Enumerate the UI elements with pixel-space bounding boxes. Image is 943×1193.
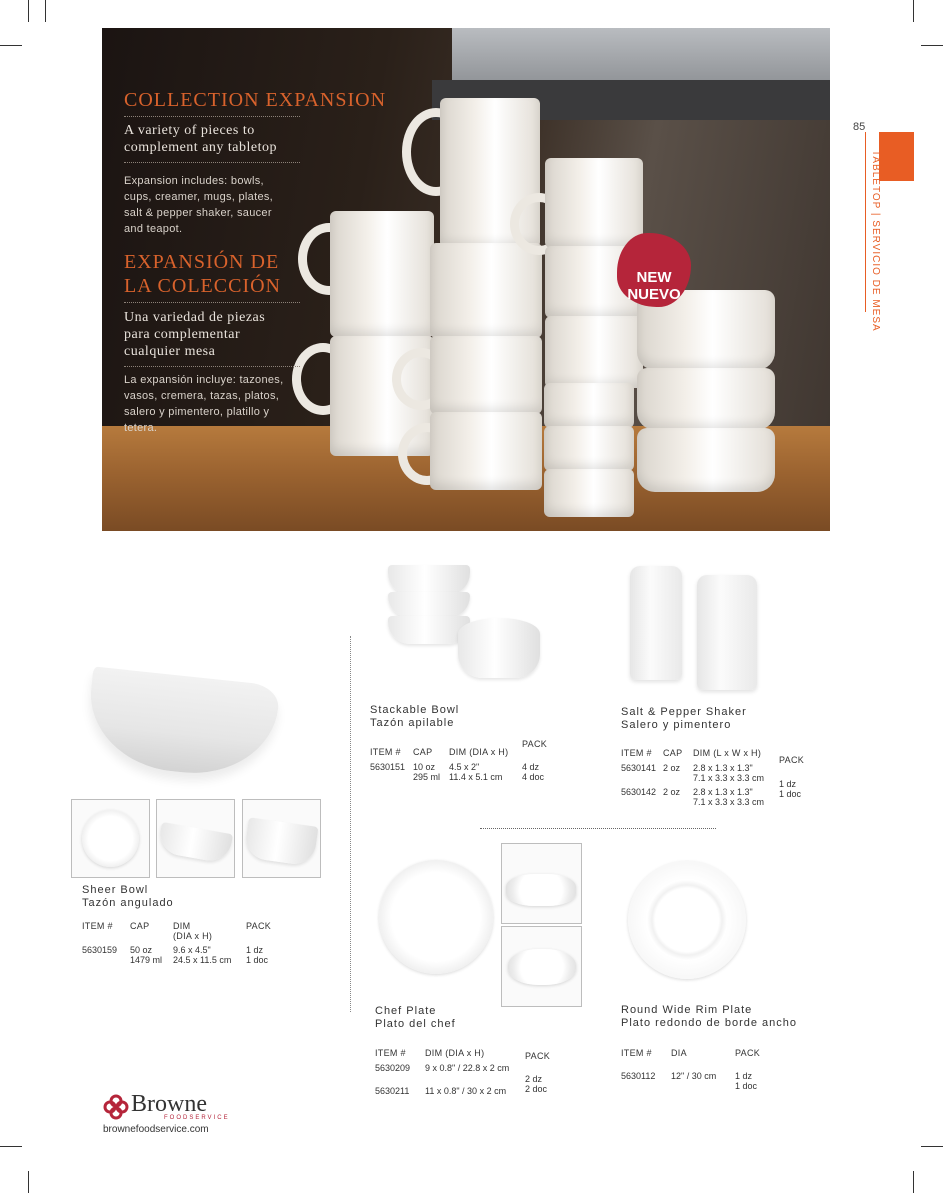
col-cap: CAP xyxy=(663,748,683,758)
small-bowl xyxy=(544,426,634,471)
col-pack: PACK xyxy=(522,739,548,749)
hero-subtitle-es: Una variedad de piezas para complementar cualquier mesa xyxy=(124,310,266,359)
crop-mark xyxy=(921,45,943,46)
col-cap: CAP xyxy=(413,747,433,757)
col-dim: DIM (DIA x H) xyxy=(173,921,213,941)
stackable-bowl-image xyxy=(388,565,470,595)
pepper-shaker-image xyxy=(697,575,757,690)
cell-pack: 1 dz 1 doc xyxy=(246,945,269,965)
col-item: ITEM # xyxy=(621,1048,652,1058)
stackable-bowl-image xyxy=(458,618,540,678)
plate-side-view xyxy=(506,874,576,906)
sheer-bowl-image xyxy=(83,666,280,781)
chef-plate-name: Chef Plate Plato del chef xyxy=(375,1005,456,1030)
crop-mark xyxy=(0,45,22,46)
round-plate-image xyxy=(628,861,746,979)
col-dim: DIM (DIA x H) xyxy=(449,747,509,757)
cup xyxy=(430,243,542,338)
cell-pack: 2 doc xyxy=(525,1084,548,1094)
col-item: ITEM # xyxy=(370,747,401,757)
col-pack: PACK xyxy=(735,1048,761,1058)
cell-cap: 2 oz xyxy=(663,787,681,797)
cell-item: 5630211 xyxy=(375,1086,410,1096)
chef-plate-thumb-stack[interactable] xyxy=(501,926,582,1007)
section-rule xyxy=(865,132,866,312)
cup xyxy=(430,412,542,490)
sheer-bowl-thumb-top[interactable] xyxy=(71,799,150,878)
cell-dim: 9 x 0.8" / 22.8 x 2 cm xyxy=(425,1063,510,1073)
new-badge: NEW NUEVO xyxy=(617,233,691,307)
brand-name: Browne xyxy=(131,1091,207,1117)
bowl xyxy=(637,428,775,492)
bowl-side-view xyxy=(157,822,233,864)
col-pack: PACK xyxy=(525,1051,551,1061)
cell-cap: 50 oz 1479 ml xyxy=(130,945,163,965)
hero-title-en: COLLECTION EXPANSION xyxy=(124,89,387,111)
col-dim: DIM (L x W x H) xyxy=(693,748,762,758)
cell-dim: 11 x 0.8" / 30 x 2 cm xyxy=(425,1086,507,1096)
col-pack: PACK xyxy=(779,755,805,765)
cell-cap: 10 oz 295 ml xyxy=(413,762,441,782)
divider xyxy=(124,302,300,303)
cell-pack: 1 doc xyxy=(779,789,802,799)
col-pack: PACK xyxy=(246,921,272,931)
cell-pack: 1 dz 1 doc xyxy=(735,1071,758,1091)
cell-item: 5630209 xyxy=(375,1063,411,1073)
chef-plate-thumb-side[interactable] xyxy=(501,843,582,924)
crop-mark xyxy=(45,0,46,22)
small-bowl xyxy=(544,469,634,517)
cup xyxy=(545,316,643,388)
crop-mark xyxy=(28,0,29,22)
salt-shaker-image xyxy=(630,566,682,680)
cell-dim: 2.8 x 1.3 x 1.3" 7.1 x 3.3 x 3.3 cm xyxy=(693,787,765,807)
cell-item: 5630142 xyxy=(621,787,657,797)
row-divider xyxy=(480,828,716,829)
sheer-bowl-name: Sheer Bowl Tazón angulado xyxy=(82,884,174,909)
plate-stack-view xyxy=(508,949,576,985)
col-item: ITEM # xyxy=(375,1048,406,1058)
crop-mark xyxy=(0,1146,22,1147)
hero-title-es: EXPANSIÓN DE LA COLECCIÓN xyxy=(124,251,281,297)
sheer-bowl-thumb-angle[interactable] xyxy=(242,799,321,878)
cell-pack: 1 dz xyxy=(779,779,797,789)
website-link[interactable]: brownefoodservice.com xyxy=(103,1124,209,1135)
chef-plate-image xyxy=(379,860,493,974)
bowl xyxy=(637,368,775,430)
cell-item: 5630151 xyxy=(370,762,406,772)
col-item: ITEM # xyxy=(82,921,113,931)
crop-mark xyxy=(913,0,914,22)
sheer-bowl-thumb-side[interactable] xyxy=(156,799,235,878)
cup xyxy=(430,336,542,414)
bowl-top-view xyxy=(82,810,139,867)
crop-mark xyxy=(28,1171,29,1193)
section-tab xyxy=(879,132,914,181)
hero-body-en: Expansion includes: bowls, cups, creamer, mugs, plates, salt & pepper shaker, saucer and teapot. xyxy=(124,175,274,235)
hero-photo xyxy=(102,28,830,531)
crop-mark xyxy=(913,1171,914,1193)
cell-dia: 12" / 30 cm xyxy=(671,1071,717,1081)
hero-subtitle-en: A variety of pieces to complement any tabletop xyxy=(124,123,278,155)
col-dia: DIA xyxy=(671,1048,687,1058)
cell-item: 5630112 xyxy=(621,1071,656,1081)
shelf-glasses xyxy=(452,28,830,88)
crop-mark xyxy=(921,1146,943,1147)
brand-sub: FOODSERVICE xyxy=(164,1115,230,1121)
stackable-bowl-name: Stackable Bowl Tazón apilable xyxy=(370,704,460,729)
cell-item: 5630141 xyxy=(621,763,657,773)
bowl-angle-view xyxy=(244,817,319,866)
page-number: 85 xyxy=(853,121,866,133)
salt-pepper-name: Salt & Pepper Shaker Salero y pimentero xyxy=(621,706,747,731)
cell-pack: 4 dz 4 doc xyxy=(522,762,545,782)
divider xyxy=(124,366,300,367)
col-dim: DIM (DIA x H) xyxy=(425,1048,485,1058)
cell-dim: 9.6 x 4.5" 24.5 x 11.5 cm xyxy=(173,945,232,965)
mug xyxy=(330,211,434,337)
col-cap: CAP xyxy=(130,921,150,931)
hero-body-es: La expansión incluye: tazones, vasos, cremera, tazas, platos, salero y pimentero, platillo y tetera. xyxy=(124,374,284,434)
cell-dim: 4.5 x 2" 11.4 x 5.1 cm xyxy=(449,762,503,782)
cell-pack: 2 dz xyxy=(525,1074,543,1084)
column-divider xyxy=(350,636,351,1012)
col-item: ITEM # xyxy=(621,748,652,758)
cup xyxy=(545,158,643,248)
cell-dim: 2.8 x 1.3 x 1.3" 7.1 x 3.3 x 3.3 cm xyxy=(693,763,765,783)
stackable-bowl-image xyxy=(388,592,470,618)
cell-cap: 2 oz xyxy=(663,763,681,773)
browne-logo-icon xyxy=(103,1094,129,1120)
section-label: TABLETOP | SERVICIO DE MESA xyxy=(870,150,881,332)
divider xyxy=(124,116,300,117)
cell-item: 5630159 xyxy=(82,945,118,955)
round-plate-name: Round Wide Rim Plate Plato redondo de borde ancho xyxy=(621,1004,798,1029)
divider xyxy=(124,162,300,163)
small-bowl xyxy=(544,383,634,428)
